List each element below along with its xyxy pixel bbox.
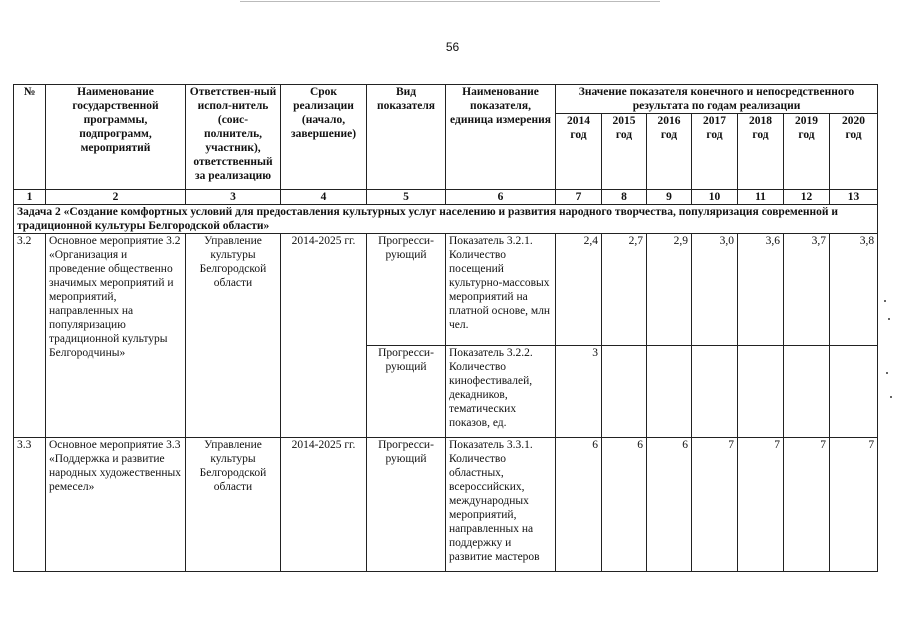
indicator-type: Прогресси-рующий — [367, 438, 446, 572]
value-cell: 7 — [692, 438, 738, 572]
indicator-name: Показатель 3.3.1. Количество областных, всероссийских, международных мероприятий, направленных на поддержку и развитие мастеров — [446, 438, 556, 572]
header-year: 2018 год — [738, 114, 784, 190]
column-number: 3 — [186, 190, 281, 205]
header-year: 2020 год — [830, 114, 878, 190]
value-cell: 6 — [556, 438, 602, 572]
value-cell: 6 — [602, 438, 647, 572]
value-cell — [602, 346, 647, 438]
header-year: 2016 год — [647, 114, 692, 190]
measure-name: Основное мероприятие 3.3 «Поддержка и развитие народных художественных ремесел» — [46, 438, 186, 572]
task-title: Задача 2 «Создание комфортных условий для предоставления культурных услуг населению и развития народного творчества, популяризация современной и традиционной культуры Белгородской области» — [14, 205, 878, 234]
table-row — [14, 234, 878, 346]
value-cell: 3,7 — [784, 234, 830, 346]
value-cell: 3,0 — [692, 234, 738, 346]
column-number: 4 — [281, 190, 367, 205]
implementation-term: 2014-2025 гг. — [281, 438, 367, 572]
scan-speck — [890, 396, 892, 398]
header-indicator: Наименование показателя, единица измерения — [446, 85, 556, 190]
header-type: Вид показателя — [367, 85, 446, 190]
value-cell: 3,8 — [830, 234, 878, 346]
indicator-name: Показатель 3.2.1. Количество посещений культурно-массовых мероприятий на платной основе, млн чел. — [446, 234, 556, 346]
value-cell: 2,4 — [556, 234, 602, 346]
value-cell: 2,9 — [647, 234, 692, 346]
value-cell: 2,7 — [602, 234, 647, 346]
column-number: 10 — [692, 190, 738, 205]
implementation-term: 2014-2025 гг. — [281, 234, 367, 438]
value-cell — [647, 346, 692, 438]
column-number: 6 — [446, 190, 556, 205]
table-header — [14, 85, 878, 190]
row-number: 3.2 — [14, 234, 46, 438]
value-cell: 6 — [647, 438, 692, 572]
indicators-table — [13, 84, 878, 572]
value-cell — [830, 346, 878, 438]
indicator-type: Прогресси-рующий — [367, 234, 446, 346]
value-cell: 7 — [830, 438, 878, 572]
header-term: Срок реализации (начало, завершение) — [281, 85, 367, 190]
column-number: 2 — [46, 190, 186, 205]
header-name: Наименование государственной программы, подпрограмм, мероприятий — [46, 85, 186, 190]
value-cell: 3 — [556, 346, 602, 438]
value-cell — [784, 346, 830, 438]
responsible-executor: Управление культуры Белгородской области — [186, 438, 281, 572]
task-row — [14, 205, 878, 234]
indicator-type: Прогресси-рующий — [367, 346, 446, 438]
column-number: 7 — [556, 190, 602, 205]
value-cell: 3,6 — [738, 234, 784, 346]
page-number: 56 — [445, 40, 460, 54]
header-year: 2017 год — [692, 114, 738, 190]
value-cell: 7 — [738, 438, 784, 572]
top-edge-line — [240, 1, 660, 2]
scan-speck — [888, 318, 890, 320]
value-cell — [692, 346, 738, 438]
column-number: 12 — [784, 190, 830, 205]
column-number: 13 — [830, 190, 878, 205]
header-no: № — [14, 85, 46, 190]
table-row — [14, 438, 878, 572]
column-number-row — [14, 190, 878, 205]
column-number: 11 — [738, 190, 784, 205]
header-year: 2015 год — [602, 114, 647, 190]
header-year: 2014 год — [556, 114, 602, 190]
column-number: 5 — [367, 190, 446, 205]
header-year: 2019 год — [784, 114, 830, 190]
indicator-name: Показатель 3.2.2. Количество кинофестивалей, декадников, тематических показов, ед. — [446, 346, 556, 438]
value-cell: 7 — [784, 438, 830, 572]
value-cell — [738, 346, 784, 438]
row-number: 3.3 — [14, 438, 46, 572]
responsible-executor: Управление культуры Белгородской области — [186, 234, 281, 438]
column-number: 9 — [647, 190, 692, 205]
measure-name: Основное мероприятие 3.2 «Организация и проведение общественно значимых мероприятий и мероприятий, направленных на популяризацию традиционной культуры Белгородчины» — [46, 234, 186, 438]
scan-speck — [884, 300, 886, 302]
scan-speck — [886, 372, 888, 374]
column-number: 8 — [602, 190, 647, 205]
column-number: 1 — [14, 190, 46, 205]
header-values-group: Значение показателя конечного и непосредственного результата по годам реализации — [556, 85, 878, 114]
header-responsible: Ответствен-ный испол-нитель (соис-полнитель, участник), ответственный за реализацию — [186, 85, 281, 190]
